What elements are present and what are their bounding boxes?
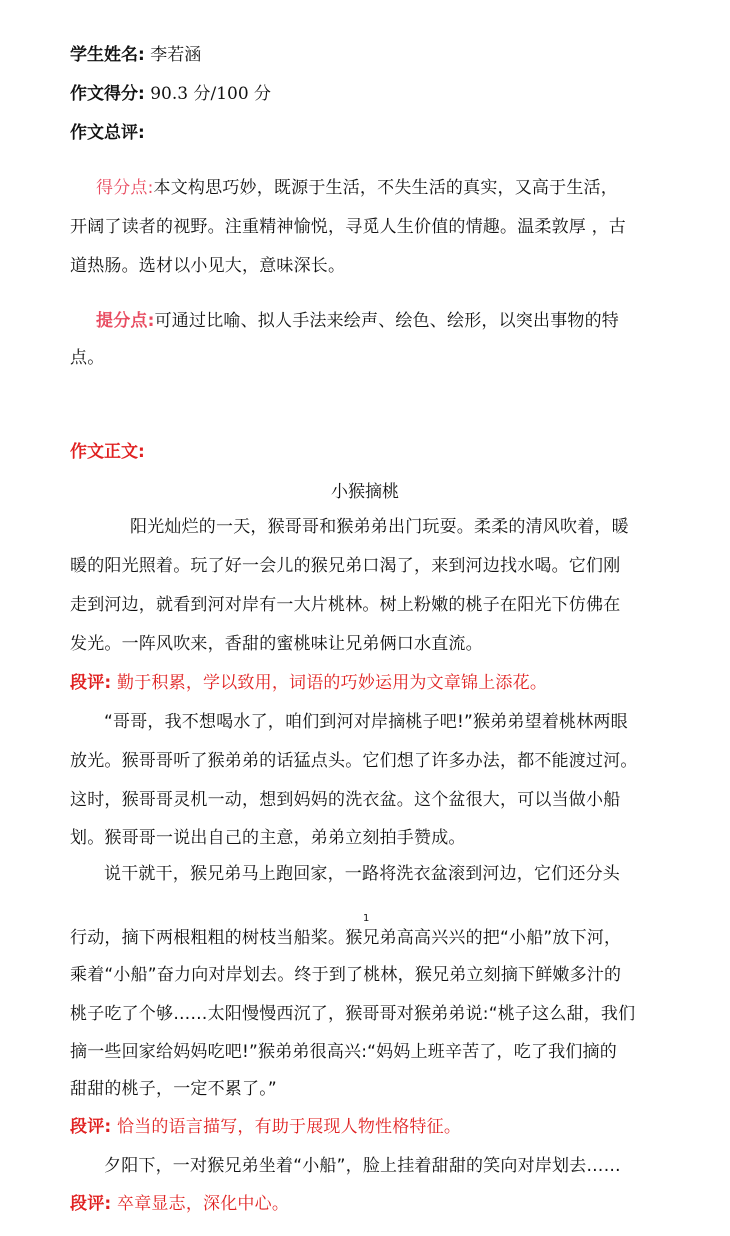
comment-2-text: 恰当的语言描写，有助于展现人物性格特征。 bbox=[117, 1117, 462, 1137]
p1-line-4: 发光。一阵风吹来，香甜的蜜桃味让兄弟俩口水直流。 bbox=[70, 634, 483, 654]
comment-1-text: 勤于积累，学以致用，词语的巧妙运用为文章锦上添花。 bbox=[117, 673, 548, 693]
p2-line-2: 放光。猴哥哥听了猴弟弟的话猛点头。它们想了许多办法，都不能渡过河。 bbox=[70, 751, 638, 771]
score-value: 90.3 分/100 分 bbox=[150, 84, 272, 104]
comment-1-label: 段评: bbox=[70, 673, 112, 693]
score-row bbox=[70, 83, 271, 105]
student-name-value: 李若涵 bbox=[150, 45, 202, 65]
merit-line-3: 道热肠。选材以小见大，意味深长。 bbox=[70, 256, 346, 276]
p1-line-3: 走到河边，就看到河对岸有一大片桃林。树上粉嫩的桃子在阳光下仿佛在 bbox=[70, 595, 621, 615]
comment-3 bbox=[70, 1193, 289, 1215]
comment-3-label: 段评: bbox=[70, 1194, 112, 1214]
p2-line-3: 这时，猴哥哥灵机一动，想到妈妈的洗衣盆。这个盆很大，可以当做小船 bbox=[70, 790, 621, 810]
p3-line-4: 桃子吃了个够……太阳慢慢西沉了，猴哥哥对猴弟弟说:“桃子这么甜，我们 bbox=[70, 1004, 636, 1024]
footnote-marker: 1 bbox=[363, 913, 370, 924]
p3-line-1: 说干就干，猴兄弟马上跑回家，一路将洗衣盆滚到河边，它们还分头 bbox=[104, 864, 620, 884]
comment-2 bbox=[70, 1116, 461, 1138]
p3-line-2: 行动，摘下两根粗粗的树枝当船桨。猴兄弟高高兴兴的把“小船”放下河， bbox=[70, 928, 622, 948]
improve-line-1 bbox=[96, 310, 619, 332]
essay-title: 小猴摘桃 bbox=[331, 482, 399, 502]
merit-line-2: 开阔了读者的视野。注重精神愉悦，寻觅人生价值的情趣。温柔敦厚 ，古 bbox=[70, 217, 627, 237]
student-name-label: 学生姓名: bbox=[70, 45, 145, 65]
review-label: 作文总评: bbox=[70, 123, 145, 143]
p4-line-1: 夕阳下，一对猴兄弟坐着“小船”，脸上挂着甜甜的笑向对岸划去…… bbox=[104, 1156, 621, 1176]
merit-text-1: 本文构思巧妙，既源于生活，不失生活的真实，又高于生活， bbox=[153, 178, 618, 198]
essay-section-label: 作文正文: bbox=[70, 442, 145, 462]
p3-line-6: 甜甜的桃子，一定不累了。” bbox=[70, 1079, 277, 1099]
p3-line-5: 摘一些回家给妈妈吃吧!”猴弟弟很高兴:“妈妈上班辛苦了，吃了我们摘的 bbox=[70, 1042, 617, 1062]
merit-label: 得分点: bbox=[96, 178, 154, 198]
p2-line-4: 划。猴哥哥一说出自己的主意，弟弟立刻拍手赞成。 bbox=[70, 828, 466, 848]
comment-3-text: 卒章显志，深化中心。 bbox=[117, 1194, 290, 1214]
merit-line-1 bbox=[96, 177, 618, 199]
improve-text-1: 可通过比喻、拟人手法来绘声、绘色、绘形，以突出事物的特 bbox=[154, 311, 620, 331]
review-heading bbox=[70, 122, 145, 144]
comment-1 bbox=[70, 672, 547, 694]
student-name-row bbox=[70, 44, 201, 66]
comment-2-label: 段评: bbox=[70, 1117, 112, 1137]
p1-line-2: 暖的阳光照着。玩了好一会儿的猴兄弟口渴了，来到河边找水喝。它们刚 bbox=[70, 556, 621, 576]
p2-line-1: “哥哥，我不想喝水了，咱们到河对岸摘桃子吧!”猴弟弟望着桃林两眼 bbox=[104, 712, 628, 732]
p3-line-3: 乘着“小船”奋力向对岸划去。终于到了桃林，猴兄弟立刻摘下鲜嫩多汁的 bbox=[70, 965, 622, 985]
p1-line-1: 阳光灿烂的一天，猴哥哥和猴弟弟出门玩耍。柔柔的清风吹着，暖 bbox=[130, 517, 629, 537]
improve-label: 提分点: bbox=[96, 311, 155, 331]
score-label: 作文得分: bbox=[70, 84, 145, 104]
improve-line-2: 点。 bbox=[70, 348, 105, 368]
